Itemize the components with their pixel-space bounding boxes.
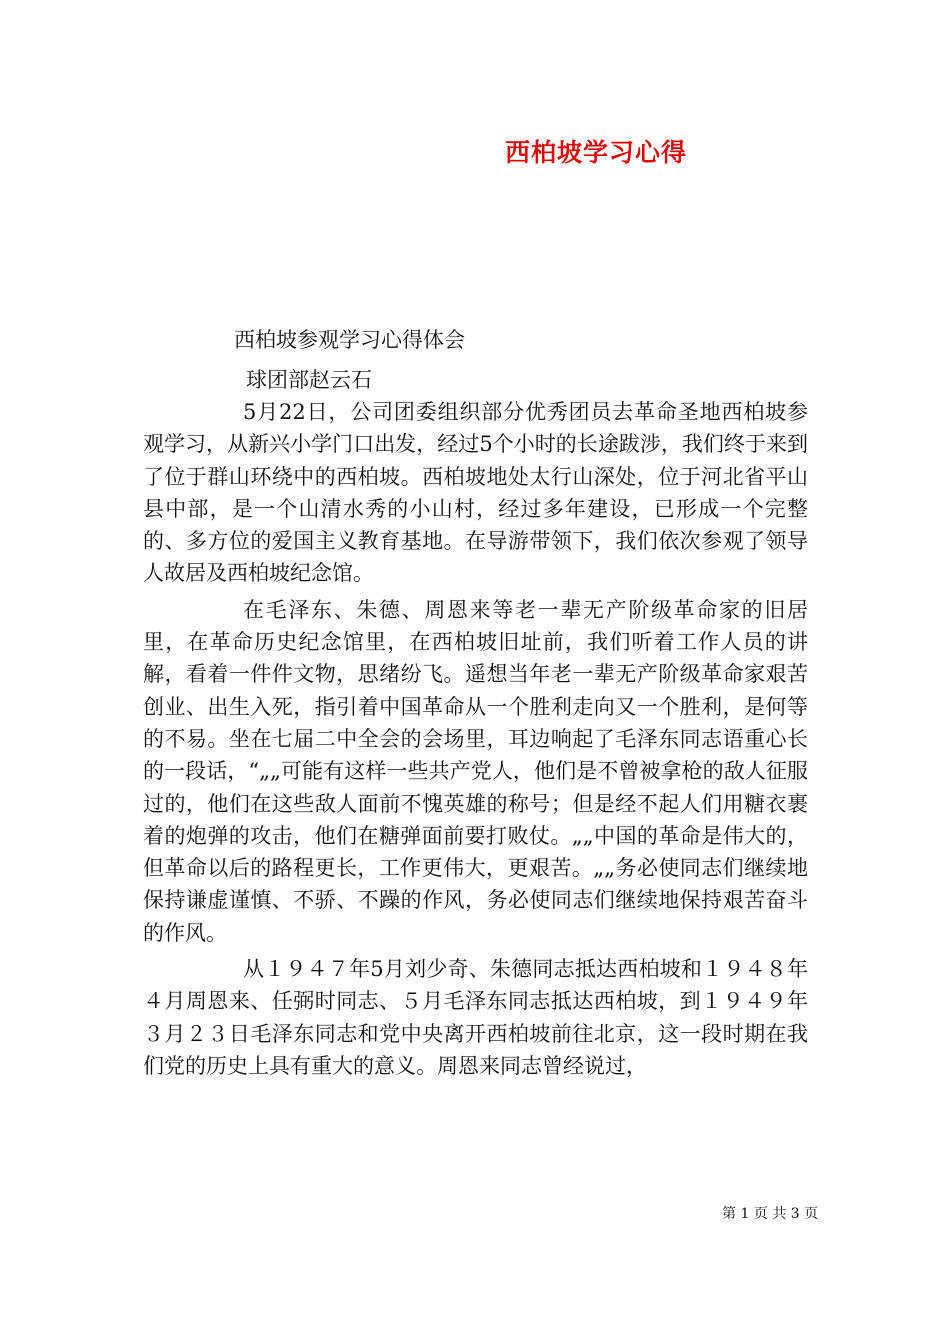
author-line: 球团部赵云石 xyxy=(246,368,372,392)
document-body xyxy=(143,396,808,1086)
document-subtitle: 西柏坡参观学习心得体会 xyxy=(234,328,465,352)
paragraph: 5月22日，公司团委组织部分优秀团员去革命圣地西柏坡参观学习，从新兴小学门口出发，经过5个小时的长途跋涉，我们终于来到了位于群山环绕中的西柏坡。西柏坡地处太行山深处，位于河北省平山县中部，是一个山清水秀的小山村，经过多年建设，已形成一个完整的、多方位的爱国主义教育基地。在导游带领下，我们依次参观了领导人故居及西柏坡纪念馆。 xyxy=(143,400,808,586)
document-title: 西柏坡学习心得 xyxy=(505,138,688,167)
paragraph: 在毛泽东、朱德、周恩来等老一辈无产阶级革命家的旧居里，在革命历史纪念馆里，在西柏坡旧址前，我们听着工作人员的讲解，看着一件件文物，思绪纷飞。遥想当年老一辈无产阶级革命家艰苦创业、出生入死，指引着中国革命从一个胜利走向又一个胜利，是何等的不易。坐在七届二中全会的会场里，耳边响起了毛泽东同志语重心长的一段话，“„„可能有这样一些共产党人，他们是不曾被拿枪的敌人征服过的，他们在这些敌人面前不愧英雄的称号；但是经不起人们用糖衣裹着的炮弹的攻击，他们在糖弹面前要打败仗。„„中国的革命是伟大的，但革命以后的路程更长，工作更伟大，更艰苦。„„务必使同志们继续地保持谦虚谨慎、不骄、不躁的作风，务必使同志们继续地保持艰苦奋斗的作风。 xyxy=(143,597,808,945)
page-number-footer: 第 1 页 共 3 页 xyxy=(722,1206,819,1222)
paragraph: 从１９４７年5月刘少奇、朱德同志抵达西柏坡和１９４８年４月周恩来、任弼时同志、５月毛泽东同志抵达西柏坡，到１９４９年３月２３日毛泽东同志和党中央离开西柏坡前往北京，这一段时期在我们党的历史上具有重大的意义。周恩来同志曾经说过， xyxy=(143,957,808,1078)
